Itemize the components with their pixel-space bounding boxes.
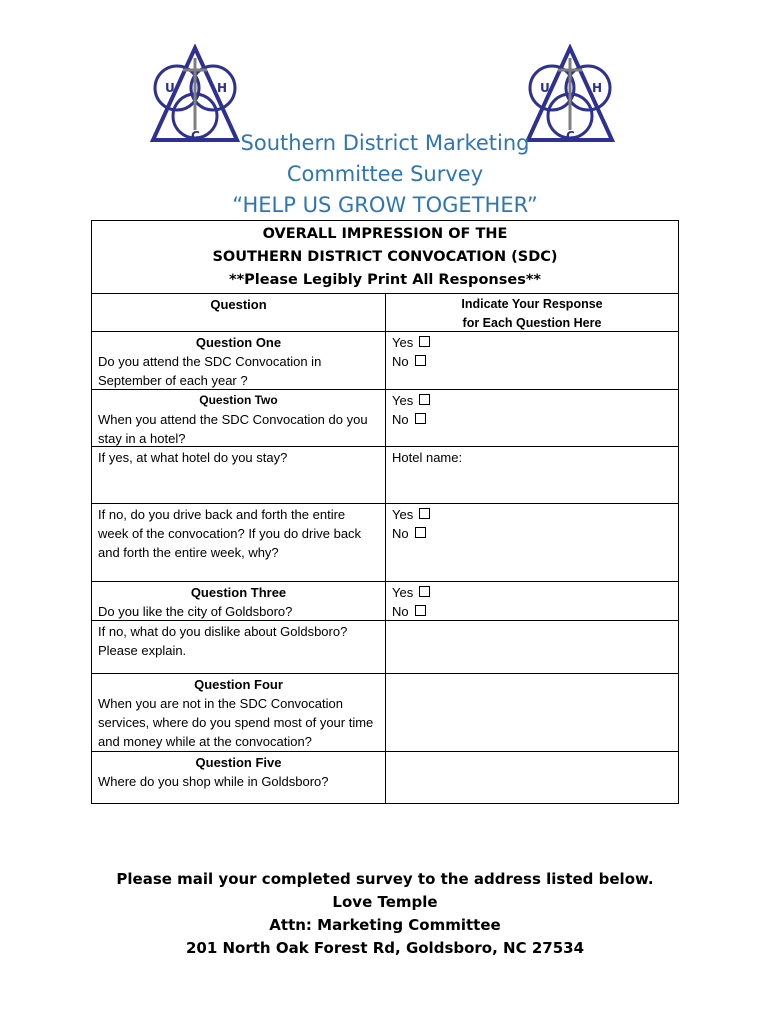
q3-yes-checkbox[interactable] (419, 586, 430, 597)
logo-letter: H (217, 81, 228, 95)
q2-yes-option[interactable] (392, 391, 672, 410)
question-four-text: When you are not in the SDC Convocation services, where do you spend most of your time and money while at the convocation? (98, 696, 374, 749)
question-two-response (386, 390, 678, 446)
drive-yes-option[interactable] (392, 505, 672, 524)
question-column-header (92, 294, 386, 331)
q1-no-option[interactable] (392, 352, 672, 371)
yes-label: Yes (392, 335, 414, 350)
yes-label: Yes (392, 585, 414, 600)
dislike-question-cell (92, 621, 386, 673)
response-column-header (386, 294, 678, 331)
drive-row (92, 504, 678, 582)
question-three-heading: Question Three (190, 585, 287, 600)
q1-yes-option[interactable] (392, 333, 672, 352)
question-header-label: Question (210, 297, 267, 312)
question-three-row (92, 582, 678, 621)
logo-letter: C (191, 129, 200, 143)
q2-no-checkbox[interactable] (415, 413, 426, 424)
question-four-heading: Question Four (194, 677, 283, 692)
title-line-1: Southern District Marketing (240, 131, 530, 155)
logo-letter: H (592, 81, 603, 95)
q3-yes-option[interactable] (392, 583, 672, 602)
drive-question-text: If no, do you drive back and forth the entire week of the convocation? If you do drive back and forth the entire week, why? (98, 507, 362, 560)
drive-no-option[interactable] (392, 524, 672, 543)
no-label: No (392, 354, 409, 369)
banner-line-2: SOUTHERN DISTRICT CONVOCATION (SDC) (212, 249, 558, 265)
response-header-line-1: Indicate Your Response (461, 297, 603, 311)
hotel-question-text: If yes, at what hotel do you stay? (98, 450, 288, 465)
footer-line-2: Love Temple (332, 893, 438, 911)
banner-line-1: OVERALL IMPRESSION OF THE (262, 226, 508, 242)
footer-line-4: 201 North Oak Forest Rd, Goldsboro, NC 27534 (185, 939, 585, 957)
question-two-text: When you attend the SDC Convocation do you stay in a hotel? (98, 412, 368, 446)
q2-no-option[interactable] (392, 410, 672, 429)
q1-no-checkbox[interactable] (415, 355, 426, 366)
title-line-3: “HELP US GROW TOGETHER” (232, 193, 538, 217)
question-five-row (92, 752, 678, 803)
question-three-response (386, 582, 678, 620)
question-one-response (386, 332, 678, 389)
column-header-row (92, 294, 678, 332)
drive-response (386, 504, 678, 581)
dislike-response-cell[interactable] (386, 621, 678, 673)
dislike-question-text: If no, what do you dislike about Goldsboro? Please explain. (98, 624, 348, 658)
question-two-cell (92, 390, 386, 446)
question-five-cell (92, 752, 386, 803)
question-two-row (92, 390, 678, 447)
question-one-text: Do you attend the SDC Convocation in September of each year ? (98, 354, 322, 388)
drive-yes-checkbox[interactable] (419, 508, 430, 519)
question-three-text: Do you like the city of Goldsboro? (98, 604, 293, 619)
footer-line-1: Please mail your completed survey to the address listed below. (116, 870, 654, 888)
mailing-instructions (60, 868, 710, 960)
question-one-row (92, 332, 678, 390)
survey-table (91, 220, 679, 804)
hotel-row (92, 447, 678, 504)
footer-line-3: Attn: Marketing Committee (269, 916, 501, 934)
hotel-name-label: Hotel name: (392, 450, 463, 465)
question-four-response-cell[interactable] (386, 674, 678, 751)
page-title (180, 128, 590, 221)
question-four-row (92, 674, 678, 752)
yes-label: Yes (392, 507, 414, 522)
q3-no-option[interactable] (392, 602, 672, 621)
logo-letter: U (540, 81, 550, 95)
question-five-text: Where do you shop while in Goldsboro? (98, 774, 329, 789)
question-four-cell (92, 674, 386, 751)
q2-yes-checkbox[interactable] (419, 394, 430, 405)
table-banner (92, 221, 678, 294)
no-label: No (392, 526, 409, 541)
yes-label: Yes (392, 393, 414, 408)
logo-letter: U (165, 81, 175, 95)
no-label: No (392, 412, 409, 427)
q1-yes-checkbox[interactable] (419, 336, 430, 347)
drive-no-checkbox[interactable] (415, 527, 426, 538)
question-one-cell (92, 332, 386, 389)
hotel-question-cell (92, 447, 386, 503)
question-five-heading: Question Five (195, 755, 282, 770)
title-line-2: Committee Survey (286, 162, 484, 186)
question-two-heading: Question Two (199, 393, 278, 407)
no-label: No (392, 604, 409, 619)
q3-no-checkbox[interactable] (415, 605, 426, 616)
logo-letter: C (566, 129, 575, 143)
drive-question-cell (92, 504, 386, 581)
response-header-line-2: for Each Question Here (462, 316, 602, 330)
dislike-row (92, 621, 678, 674)
banner-line-3: **Please Legibly Print All Responses** (229, 272, 541, 288)
question-one-heading: Question One (195, 335, 282, 350)
hotel-response-cell[interactable] (386, 447, 678, 503)
question-three-cell (92, 582, 386, 620)
question-five-response-cell[interactable] (386, 752, 678, 803)
